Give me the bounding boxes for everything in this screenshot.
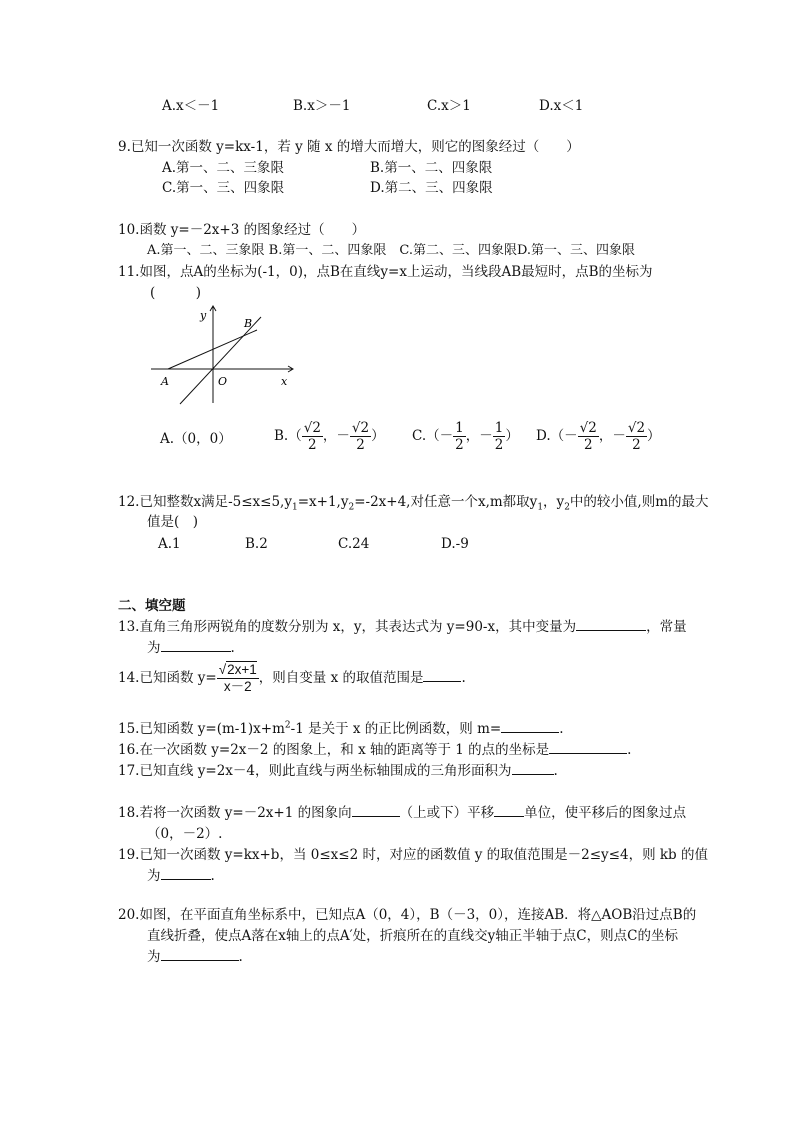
q20-line1: 20.如图，在平面直角坐标系中，已知点A（0，4），B（－3，0），连接AB．将△AOB沿过点B的	[118, 907, 697, 923]
q19-blank[interactable]	[161, 867, 211, 880]
q17-line: 17.已知直线 y=2x－4，则此直线与两坐标轴围成的三角形面积为 .	[118, 763, 558, 779]
q11-option-c: C.（－ $\frac{1}{2}$ ，－ $\frac{1}{2}$ ）	[412, 420, 519, 453]
q14-blank[interactable]	[423, 669, 461, 682]
label-y: y	[200, 309, 207, 322]
q9-option-a: A.第一、二、三象限	[162, 160, 285, 176]
q11-option-b: B.（ $\frac{√2}{2}$ ，－ $\frac{√2}{2}$ ）	[274, 420, 385, 453]
q12-option-a: A.1	[158, 536, 181, 552]
q15-blank[interactable]	[501, 720, 559, 733]
q19-line1: 19.已知一次函数 y=kx+b，当 0≤x≤2 时，对应的函数值 y 的取值范围是－2≤y≤4，则 kb 的值	[118, 847, 708, 863]
q16-blank[interactable]	[549, 741, 627, 754]
q17-blank[interactable]	[512, 762, 554, 775]
q18-blank-units[interactable]	[494, 804, 524, 817]
q18-blank-direction[interactable]	[352, 804, 400, 817]
q18-line1: 18.若将一次函数 y=－2x+1 的图象向 （上或下）平移 单位，使平移后的图象过点	[118, 805, 687, 821]
q8-option-c: C.x＞1	[427, 98, 471, 114]
q11-option-a: A.（0，0）	[160, 431, 232, 447]
q10-stem: 10.函数 y=－2x+3 的图象经过（ ）	[118, 222, 366, 238]
q16-line: 16.在一次函数 y=2x－2 的图象上，和 x 轴的距离等于 1 的点的坐标是 .	[118, 742, 632, 758]
q12-option-b: B.2	[245, 536, 268, 552]
q12-option-c: C.24	[338, 536, 370, 552]
line-y-equals-x	[180, 317, 261, 404]
q9-option-c: C.第一、三、四象限	[162, 180, 285, 196]
q19-line2: 为 .	[147, 868, 215, 884]
q11-option-d: D.（－ $\frac{√2}{2}$ ，－ $\frac{√2}{2}$ ）	[536, 420, 661, 453]
q18-line2: （0，－2）.	[147, 826, 223, 842]
label-a: A	[161, 375, 169, 388]
q15-line: 15.已知函数 $y=(m-1)x+m^2-1$ 是关于 x 的正比例函数，则 m= .	[118, 720, 564, 737]
label-x: x	[281, 375, 288, 388]
q13-line2: 为 .	[147, 640, 235, 656]
q20-line2: 直线折叠，使点A落在x轴上的点A′处，折痕所在的直线交y轴正半轴于点C，则点C的坐标	[147, 928, 678, 944]
label-o: O	[218, 375, 228, 388]
q20-line3: 为 .	[147, 949, 243, 965]
q8-option-d: D.x＜1	[539, 98, 584, 114]
q8-option-b: B.x＞－1	[293, 98, 351, 114]
q12-option-d: D.-9	[441, 536, 469, 552]
q12-stem-line2: 值是( )	[147, 514, 199, 530]
q20-blank[interactable]	[161, 948, 239, 961]
q13-blank-constant[interactable]	[161, 639, 231, 652]
q8-option-a: A.x＜－1	[162, 98, 220, 114]
q14-line: 14.已知函数 y= $\frac{√2x+1}{x-2}$ ，则自变量 x 的取值范围是 .	[118, 662, 466, 694]
label-b: B	[244, 317, 253, 330]
q9-stem: 9.已知一次函数 y=kx-1，若 y 随 x 的增大而增大，则它的图象经过（ ）	[118, 139, 580, 155]
q9-option-b: B.第一、二、四象限	[370, 160, 493, 176]
q11-stem: 11.如图，点A的坐标为(-1，0)，点B在直线y=x上运动，当线段AB最短时，点B的坐标为	[118, 264, 653, 280]
q11-paren: ( )	[150, 285, 202, 301]
q13-line1: 13.直角三角形两锐角的度数分别为 x，y，其表达式为 y=90-x，其中变量为 ，常量	[118, 619, 687, 635]
q9-option-d: D.第二、三、四象限	[370, 180, 493, 196]
q13-blank-variable[interactable]	[576, 618, 646, 631]
section-title-fill-blank: 二、填空题	[118, 598, 186, 614]
q11-figure	[145, 303, 300, 408]
q10-options: A.第一、二、三象限 B.第一、二、四象限 C.第二、三、四象限D.第一、三、四象限	[147, 243, 636, 258]
q12-stem-line1: 12.已知整数x满足$-5\le x\le 5,y_1=x+1,y_2=-2x+4$,对任意一个x,m都取$y_1$，$y_2$中的较小值,则m的最大	[118, 494, 709, 513]
